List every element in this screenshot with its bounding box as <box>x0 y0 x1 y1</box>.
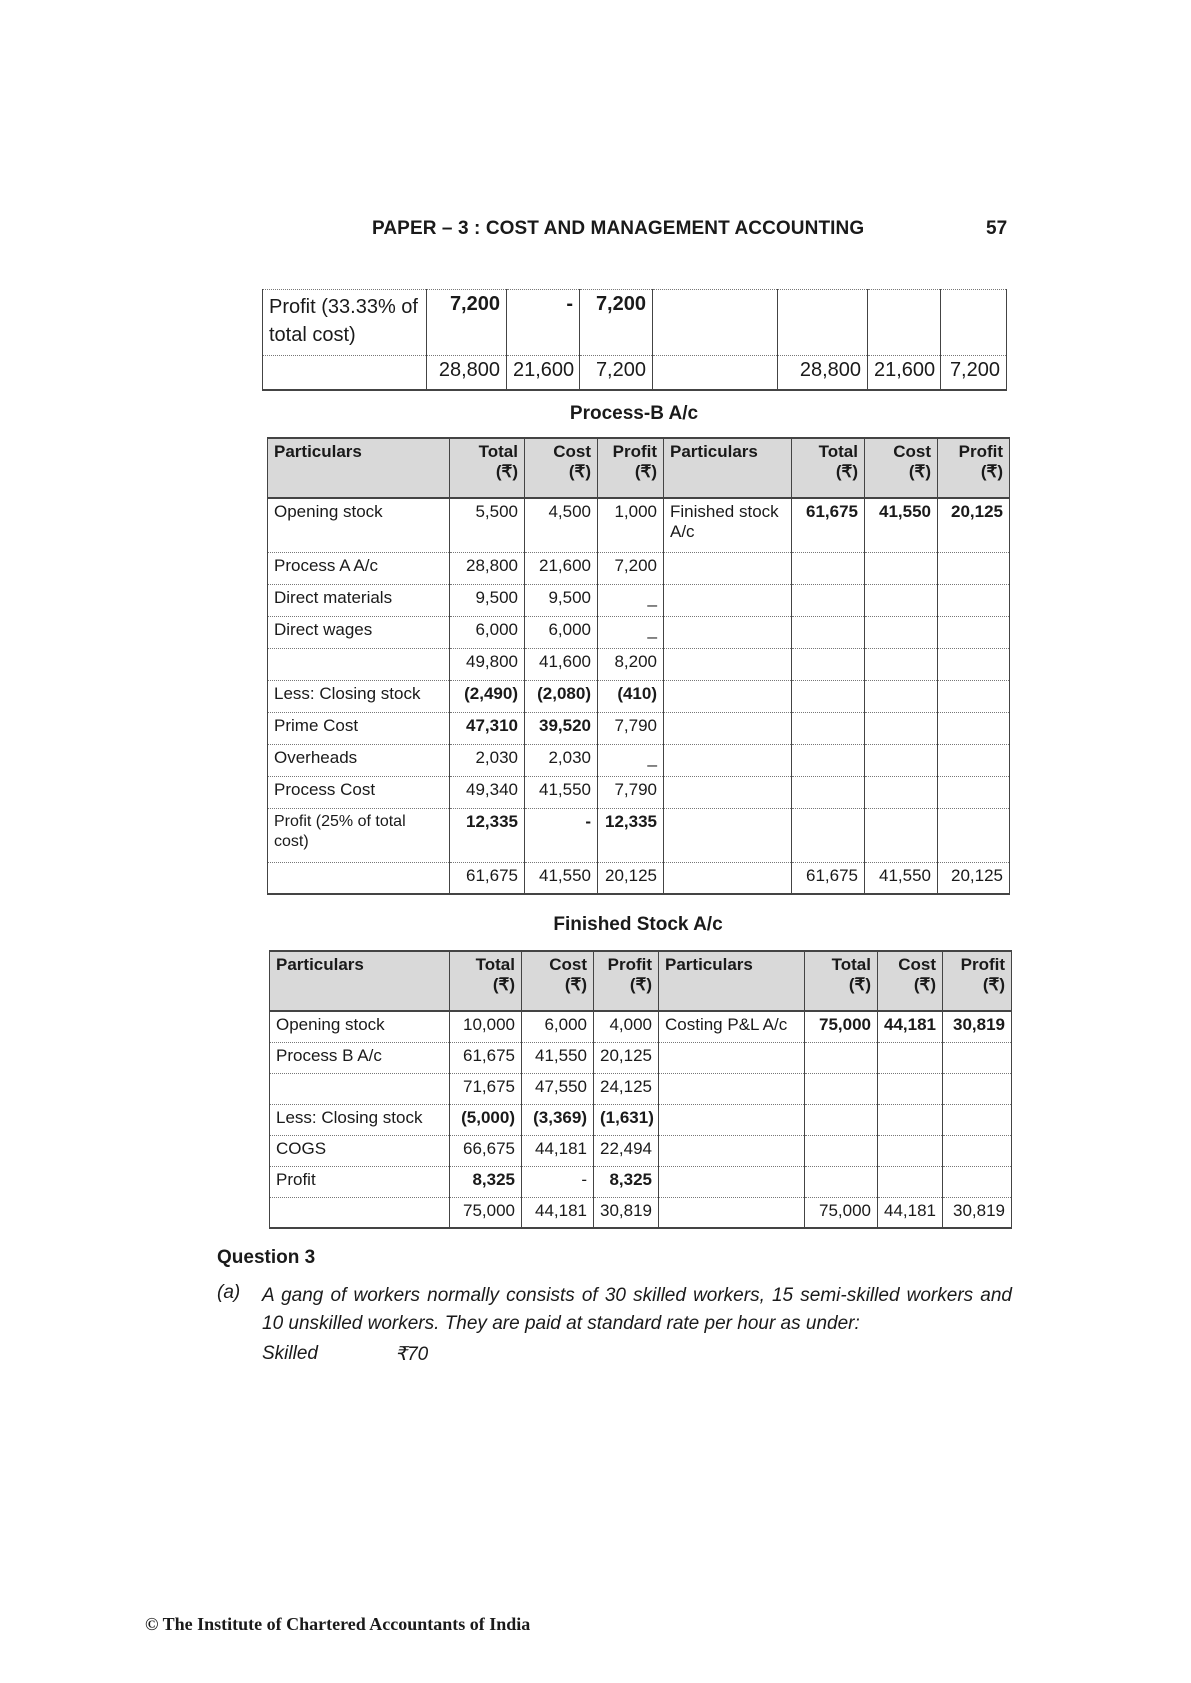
cost-cell <box>878 1073 943 1104</box>
profit-cell: 8,325 <box>594 1166 659 1197</box>
particulars-cell <box>270 1197 450 1228</box>
header-cost: Cost (₹) <box>865 438 938 498</box>
header-profit: Profit (₹) <box>594 951 659 1011</box>
continued-account-table <box>262 289 1007 391</box>
table-row <box>270 1042 1012 1073</box>
total-cell: 5,500 <box>450 498 525 552</box>
table-row <box>268 808 1010 862</box>
particulars-cell: Process Cost <box>268 776 450 808</box>
cost-cell: 44,181 <box>878 1197 943 1228</box>
cost-cell <box>865 648 938 680</box>
header-cost: Cost (₹) <box>525 438 598 498</box>
profit-cell <box>938 680 1010 712</box>
particulars-cell <box>664 712 792 744</box>
particulars-cell: Less: Closing stock <box>268 680 450 712</box>
profit-cell: 30,819 <box>594 1197 659 1228</box>
profit-cell <box>941 290 1007 356</box>
total-cell: 61,675 <box>450 1042 522 1073</box>
cost-cell <box>865 744 938 776</box>
total-cell: 75,000 <box>805 1011 878 1042</box>
profit-cell <box>943 1042 1012 1073</box>
total-cell: 28,800 <box>427 356 507 390</box>
cost-cell: 44,181 <box>878 1011 943 1042</box>
profit-cell <box>938 712 1010 744</box>
profit-cell <box>943 1166 1012 1197</box>
total-cell: 6,000 <box>450 616 525 648</box>
profit-cell: 12,335 <box>598 808 664 862</box>
profit-cell <box>938 552 1010 584</box>
total-cell: 12,335 <box>450 808 525 862</box>
particulars-cell: Finished stock A/c <box>664 498 792 552</box>
particulars-cell <box>653 356 778 390</box>
particulars-cell <box>268 648 450 680</box>
total-cell: 28,800 <box>450 552 525 584</box>
particulars-cell <box>664 808 792 862</box>
profit-cell <box>938 808 1010 862</box>
particulars-cell <box>659 1135 805 1166</box>
particulars-cell: Less: Closing stock <box>270 1104 450 1135</box>
table-row <box>270 1197 1012 1228</box>
header-profit: Profit (₹) <box>943 951 1012 1011</box>
header-cost: Cost (₹) <box>522 951 594 1011</box>
profit-cell: 7,200 <box>941 356 1007 390</box>
cost-cell <box>865 776 938 808</box>
table-row <box>268 862 1010 894</box>
profit-cell: 4,000 <box>594 1011 659 1042</box>
cost-cell: 39,520 <box>525 712 598 744</box>
table-row <box>268 680 1010 712</box>
profit-cell <box>938 616 1010 648</box>
profit-cell <box>938 776 1010 808</box>
total-cell: 7,200 <box>427 290 507 356</box>
particulars-cell <box>664 862 792 894</box>
total-cell: 28,800 <box>778 356 868 390</box>
profit-cell: 7,200 <box>580 290 653 356</box>
cost-cell: (3,369) <box>522 1104 594 1135</box>
cost-cell: - <box>522 1166 594 1197</box>
process-b-table <box>267 437 1010 895</box>
question-text: A gang of workers normally consists of 30 skilled workers, 15 semi-skilled workers and 10 unskilled workers. They are paid at standard rate per hour as under: <box>262 1285 1012 1334</box>
profit-cell: 24,125 <box>594 1073 659 1104</box>
particulars-cell: Profit <box>270 1166 450 1197</box>
total-cell <box>805 1135 878 1166</box>
question-part-label: (a) <box>217 1282 241 1303</box>
profit-cell: _ <box>598 584 664 616</box>
cost-cell: 9,500 <box>525 584 598 616</box>
table-row <box>268 648 1010 680</box>
header-cost: Cost (₹) <box>878 951 943 1011</box>
page-footer: © The Institute of Chartered Accountants of India <box>145 1614 531 1634</box>
header-particulars: Particulars <box>659 951 805 1011</box>
cost-cell: - <box>525 808 598 862</box>
table-row <box>263 356 1007 390</box>
page-number: 57 <box>986 218 1008 239</box>
process-b-title: Process-B A/c <box>569 403 699 424</box>
total-cell <box>792 584 865 616</box>
particulars-cell <box>659 1197 805 1228</box>
particulars-cell: Prime Cost <box>268 712 450 744</box>
particulars-cell <box>659 1104 805 1135</box>
total-cell: 9,500 <box>450 584 525 616</box>
profit-cell <box>938 584 1010 616</box>
total-cell <box>792 680 865 712</box>
cost-cell: 6,000 <box>525 616 598 648</box>
particulars-cell: Overheads <box>268 744 450 776</box>
cost-cell <box>865 616 938 648</box>
total-cell: 75,000 <box>805 1197 878 1228</box>
total-cell <box>805 1042 878 1073</box>
table-header-row <box>270 951 1012 1011</box>
rate-label: Skilled <box>262 1343 318 1364</box>
total-cell <box>805 1104 878 1135</box>
cost-cell <box>865 584 938 616</box>
header-total: Total (₹) <box>450 951 522 1011</box>
profit-cell: (1,631) <box>594 1104 659 1135</box>
total-cell: 49,800 <box>450 648 525 680</box>
profit-cell: 7,790 <box>598 712 664 744</box>
total-cell <box>792 648 865 680</box>
total-cell: 61,675 <box>450 862 525 894</box>
cost-cell: 21,600 <box>507 356 580 390</box>
profit-cell: 7,790 <box>598 776 664 808</box>
header-particulars: Particulars <box>664 438 792 498</box>
cost-cell: 44,181 <box>522 1197 594 1228</box>
cost-cell <box>865 808 938 862</box>
particulars-cell <box>664 616 792 648</box>
cost-cell <box>878 1104 943 1135</box>
particulars-cell <box>270 1073 450 1104</box>
particulars-cell <box>659 1042 805 1073</box>
total-cell <box>792 776 865 808</box>
profit-cell: (410) <box>598 680 664 712</box>
particulars-cell: Opening stock <box>270 1011 450 1042</box>
cost-cell: 41,550 <box>522 1042 594 1073</box>
profit-cell: 7,200 <box>580 356 653 390</box>
cost-cell: 21,600 <box>525 552 598 584</box>
header-total: Total (₹) <box>805 951 878 1011</box>
profit-cell: 20,125 <box>938 498 1010 552</box>
particulars-cell <box>664 648 792 680</box>
header-particulars: Particulars <box>270 951 450 1011</box>
particulars-cell: COGS <box>270 1135 450 1166</box>
table-row <box>270 1135 1012 1166</box>
total-cell <box>792 552 865 584</box>
cost-cell: 41,550 <box>525 776 598 808</box>
total-cell <box>805 1073 878 1104</box>
particulars-cell <box>263 356 427 390</box>
particulars-cell: Direct wages <box>268 616 450 648</box>
total-cell <box>805 1166 878 1197</box>
particulars-cell <box>659 1073 805 1104</box>
total-cell: 8,325 <box>450 1166 522 1197</box>
particulars-cell: Direct materials <box>268 584 450 616</box>
cost-cell: 41,600 <box>525 648 598 680</box>
cost-cell: 41,550 <box>865 498 938 552</box>
particulars-cell: Process A A/c <box>268 552 450 584</box>
header-profit: Profit (₹) <box>598 438 664 498</box>
table-row <box>270 1104 1012 1135</box>
particulars-cell: Profit (25% of total cost) <box>268 808 450 862</box>
table-row <box>268 616 1010 648</box>
total-cell: 66,675 <box>450 1135 522 1166</box>
profit-cell: 20,125 <box>594 1042 659 1073</box>
total-cell: 49,340 <box>450 776 525 808</box>
cost-cell <box>878 1135 943 1166</box>
profit-cell: 1,000 <box>598 498 664 552</box>
particulars-cell <box>664 680 792 712</box>
profit-cell <box>943 1104 1012 1135</box>
particulars-cell <box>664 584 792 616</box>
profit-cell <box>943 1073 1012 1104</box>
particulars-cell: Process B A/c <box>270 1042 450 1073</box>
cost-cell <box>865 712 938 744</box>
cost-cell: 4,500 <box>525 498 598 552</box>
header-total: Total (₹) <box>792 438 865 498</box>
total-cell: 61,675 <box>792 498 865 552</box>
table-row <box>270 1073 1012 1104</box>
profit-cell: _ <box>598 744 664 776</box>
table-row <box>263 290 1007 356</box>
cost-cell: 21,600 <box>868 356 941 390</box>
total-cell <box>792 712 865 744</box>
particulars-cell <box>664 744 792 776</box>
cost-cell <box>865 552 938 584</box>
cost-cell: 41,550 <box>525 862 598 894</box>
profit-cell: 20,125 <box>938 862 1010 894</box>
cost-cell <box>868 290 941 356</box>
table-row <box>268 712 1010 744</box>
table-header-row <box>268 438 1010 498</box>
total-cell <box>792 808 865 862</box>
total-cell <box>778 290 868 356</box>
profit-cell: 8,200 <box>598 648 664 680</box>
total-cell: 75,000 <box>450 1197 522 1228</box>
particulars-cell <box>659 1166 805 1197</box>
total-cell: 47,310 <box>450 712 525 744</box>
profit-cell: 22,494 <box>594 1135 659 1166</box>
profit-cell <box>938 744 1010 776</box>
cost-cell <box>865 680 938 712</box>
header-total: Total (₹) <box>450 438 525 498</box>
particulars-cell <box>268 862 450 894</box>
particulars-cell: Opening stock <box>268 498 450 552</box>
particulars-cell <box>664 552 792 584</box>
total-cell: (2,490) <box>450 680 525 712</box>
table-row <box>268 776 1010 808</box>
total-cell: 71,675 <box>450 1073 522 1104</box>
profit-cell <box>938 648 1010 680</box>
cost-cell: - <box>507 290 580 356</box>
profit-cell: 7,200 <box>598 552 664 584</box>
cost-cell: 44,181 <box>522 1135 594 1166</box>
particulars-cell: Profit (33.33% of total cost) <box>263 290 427 356</box>
profit-cell: 30,819 <box>943 1011 1012 1042</box>
page-header-title: PAPER – 3 : COST AND MANAGEMENT ACCOUNTING <box>372 218 865 239</box>
particulars-cell <box>664 776 792 808</box>
cost-cell <box>878 1166 943 1197</box>
header-profit: Profit (₹) <box>938 438 1010 498</box>
finished-stock-title: Finished Stock A/c <box>553 914 723 935</box>
total-cell: (5,000) <box>450 1104 522 1135</box>
question-title: Question 3 <box>217 1247 316 1268</box>
total-cell <box>792 616 865 648</box>
cost-cell: 41,550 <box>865 862 938 894</box>
table-row <box>268 584 1010 616</box>
cost-cell: 47,550 <box>522 1073 594 1104</box>
cost-cell: 2,030 <box>525 744 598 776</box>
total-cell: 2,030 <box>450 744 525 776</box>
profit-cell: _ <box>598 616 664 648</box>
table-row <box>268 498 1010 552</box>
total-cell: 10,000 <box>450 1011 522 1042</box>
table-row <box>270 1166 1012 1197</box>
cost-cell <box>878 1042 943 1073</box>
table-row <box>268 744 1010 776</box>
header-particulars: Particulars <box>268 438 450 498</box>
profit-cell <box>943 1135 1012 1166</box>
finished-stock-table <box>269 950 1012 1229</box>
table-row <box>268 552 1010 584</box>
profit-cell: 30,819 <box>943 1197 1012 1228</box>
particulars-cell <box>653 290 778 356</box>
table-row <box>270 1011 1012 1042</box>
cost-cell: 6,000 <box>522 1011 594 1042</box>
total-cell <box>792 744 865 776</box>
cost-cell: (2,080) <box>525 680 598 712</box>
profit-cell: 20,125 <box>598 862 664 894</box>
total-cell: 61,675 <box>792 862 865 894</box>
rate-value: ₹70 <box>395 1344 429 1365</box>
particulars-cell: Costing P&L A/c <box>659 1011 805 1042</box>
